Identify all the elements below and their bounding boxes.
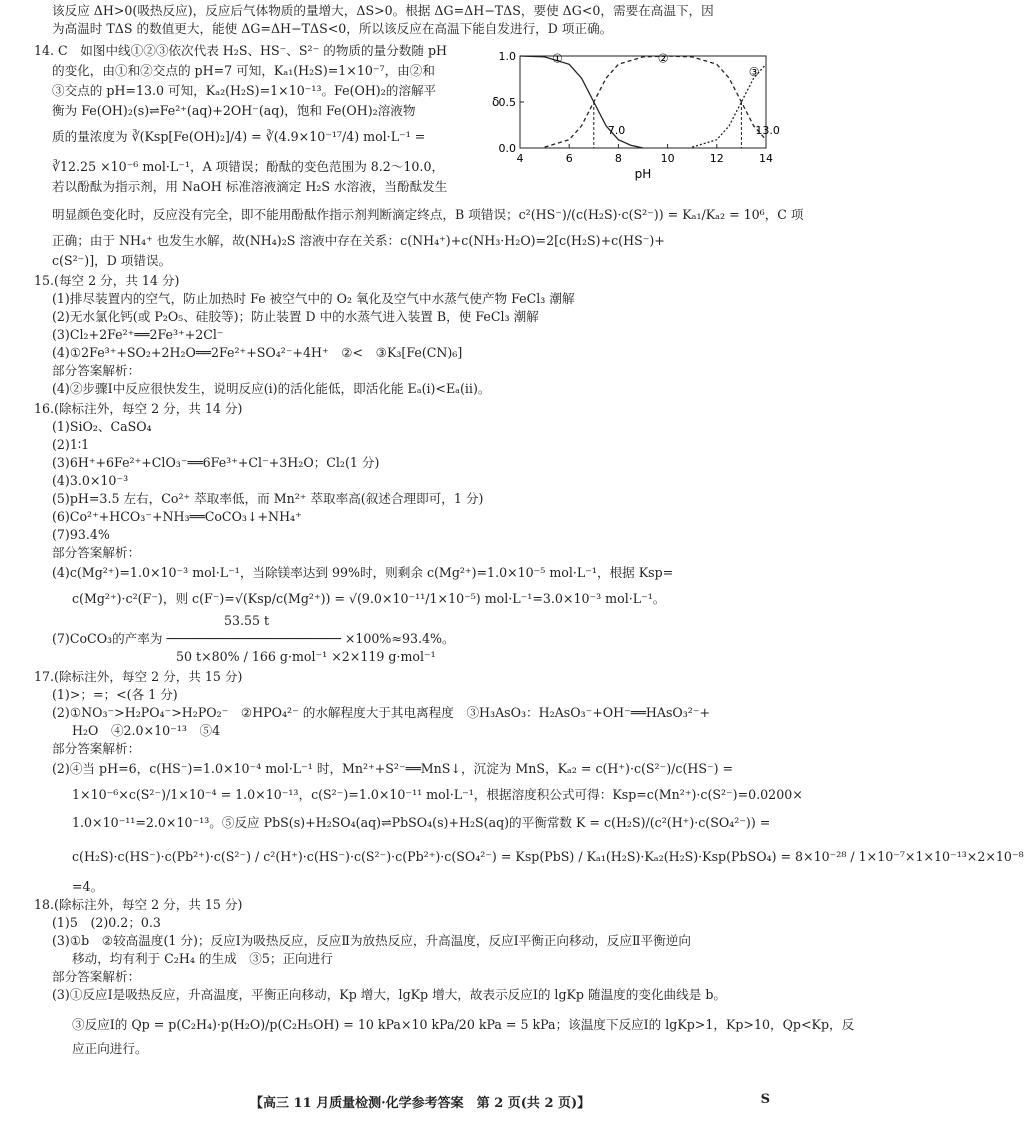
x-tick-label: 6 <box>565 152 573 165</box>
marker-label: 7.0 <box>607 124 626 137</box>
marker-label: 13.0 <box>755 124 780 137</box>
series-line <box>545 56 766 147</box>
text-line: (1)5 (2)0.2；0.3 <box>52 915 161 930</box>
text-line: 衡为 Fe(OH)₂(s)⇌Fe²⁺(aq)+2OH⁻(aq)，饱和 Fe(OH)₂溶液物 <box>52 103 416 118</box>
text-line: (3)①b ②较高温度(1 分)；反应Ⅰ为吸热反应，反应Ⅱ为放热反应，升高温度，反应Ⅰ平衡正向移动，反应Ⅱ平衡逆向 <box>52 933 691 948</box>
plot-frame <box>520 56 766 148</box>
y-tick-label: 0.5 <box>498 96 516 109</box>
text-line: (4)c(Mg²⁺)=1.0×10⁻³ mol·L⁻¹，当除镁率达到 99%时，则剩余 c(Mg²⁺)=1.0×10⁻⁵ mol·L⁻¹，根据 Ksp= <box>52 565 674 580</box>
text-line: 应正向进行。 <box>72 1041 148 1056</box>
text-line: 若以酚酞为指示剂，用 NaOH 标准溶液滴定 H₂S 水溶液，当酚酞发生 <box>52 179 448 194</box>
text-line: (6)Co²⁺+HCO₃⁻+NH₃══CoCO₃↓+NH₄⁺ <box>52 509 302 524</box>
y-tick-label: 1.0 <box>498 50 516 63</box>
text-line: (4)②步骤Ⅰ中反应很快发生，说明反应(ⅰ)的活化能低，即活化能 Eₐ(ⅰ)<Eₐ(ⅱ)。 <box>52 381 491 396</box>
text-line: (5)pH=3.5 左右，Co²⁺ 萃取率低，而 Mn²⁺ 萃取率高(叙述合理即可，1 分) <box>52 491 484 506</box>
x-tick-label: 8 <box>614 152 622 165</box>
distribution-chart <box>486 44 786 194</box>
text-line: (7)93.4% <box>52 527 110 542</box>
text-line: (3)Cl₂+2Fe²⁺══2Fe³⁺+2Cl⁻ <box>52 327 224 342</box>
text-line: ③反应Ⅰ的 Qp = p(C₂H₄)·p(H₂O)/p(C₂H₅OH) = 10 kPa×10 kPa/20 kPa = 5 kPa；该温度下反应Ⅰ的 lgKp>1，Kp>10，Qp<Kp，反 <box>72 1017 855 1032</box>
text-line: 53.55 t <box>224 613 270 628</box>
text-line: ∛12.25 ×10⁻⁶ mol·L⁻¹，A 项错误；酚酞的变色范围为 8.2～10.0， <box>52 159 445 174</box>
text-line: (2)无水氯化钙(或 P₂O₅、硅胶等)；防止装置 D 中的水蒸气进入装置 B，使 FeCl₃ 潮解 <box>52 309 539 324</box>
text-line: 该反应 ΔH>0(吸热反应)，反应后气体物质的量增大，ΔS>0。根据 ΔG=ΔH−TΔS，要使 ΔG<0，需要在高温下，因 <box>52 3 714 18</box>
y-axis-label: δ <box>492 95 500 109</box>
text-line: =4。 <box>72 879 104 894</box>
series-label: ① <box>551 51 563 66</box>
text-line: (1)SiO₂、CaSO₄ <box>52 419 152 434</box>
text-line: 部分答案解析： <box>52 545 141 560</box>
text-line: 50 t×80% / 166 g·mol⁻¹ ×2×119 g·mol⁻¹ <box>176 649 436 664</box>
text-line: 为高温时 TΔS 的数值更大，能使 ΔG=ΔH−TΔS<0，所以该反应在高温下能自发进行，D 项正确。 <box>52 21 613 36</box>
footer-code: S <box>760 1092 770 1107</box>
text-line: 正确；由于 NH₄⁺ 也发生水解，故(NH₄)₂S 溶液中存在关系：c(NH₄⁺)+c(NH₃·H₂O)=2[c(H₂S)+c(HS⁻)+ <box>52 233 665 248</box>
series-label: ③ <box>748 65 760 80</box>
text-line: 部分答案解析： <box>52 741 141 756</box>
text-line: 的变化，由①和②交点的 pH=7 可知，Kₐ₁(H₂S)=1×10⁻⁷，由②和 <box>52 63 435 78</box>
text-line: 部分答案解析： <box>52 969 141 984</box>
section-heading: 17.(除标注外，每空 2 分，共 15 分) <box>34 669 243 684</box>
text-line: (2)④当 pH=6，c(HS⁻)=1.0×10⁻⁴ mol·L⁻¹ 时，Mn²⁺+S²⁻══MnS↓，沉淀为 MnS，Kₐ₂ = c(H⁺)·c(S²⁻)/c(HS⁻) = <box>52 761 734 776</box>
text-line: c(S²⁻)]，D 项错误。 <box>52 253 172 268</box>
text-line: H₂O ④2.0×10⁻¹³ ⑤4 <box>72 723 221 738</box>
text-line: 1×10⁻⁶×c(S²⁻)/1×10⁻⁴ = 1.0×10⁻¹³，c(S²⁻)=1.0×10⁻¹¹ mol·L⁻¹，根据溶度积公式可得：Ksp=c(Mn²⁺)·c(S²⁻)=0.0200× <box>72 787 803 802</box>
text-line: (7)CoCO₃的产率为 ─────────────────────── ×100%≈93.4%。 <box>52 631 455 646</box>
text-line: (4)①2Fe³⁺+SO₂+2H₂O══2Fe²⁺+SO₄²⁻+4H⁺ ②< ③K₃[Fe(CN)₆] <box>52 345 463 360</box>
text-line: 部分答案解析： <box>52 363 141 378</box>
text-line: (1)>；=；<(各 1 分) <box>52 687 178 702</box>
text-line: (3)6H⁺+6Fe²⁺+ClO₃⁻══6Fe³⁺+Cl⁻+3H₂O；Cl₂(1 分) <box>52 455 380 470</box>
text-line: c(Mg²⁺)·c²(F⁻)，则 c(F⁻)=√(Ksp/c(Mg²⁺)) = √(9.0×10⁻¹¹/1×10⁻⁵) mol·L⁻¹=3.0×10⁻³ mol·L⁻¹。 <box>72 591 666 606</box>
section-heading: 16.(除标注外，每空 2 分，共 14 分) <box>34 401 243 416</box>
text-line: (4)3.0×10⁻³ <box>52 473 129 488</box>
text-line: c(H₂S)·c(HS⁻)·c(Pb²⁺)·c(S²⁻) / c²(H⁺)·c(HS⁻)·c(S²⁻)·c(Pb²⁺)·c(SO₄²⁻) = Ksp(PbS) / Kₐ₁(H₂S)·Kₐ₂(H₂S)·Ksp(PbSO₄) = 8×10⁻²⁸ / 1×10⁻⁷×1×10⁻¹³×2×10⁻⁸ <box>72 849 1024 864</box>
section-heading: 18.(除标注外，每空 2 分，共 15 分) <box>34 897 243 912</box>
x-axis-label: pH <box>634 167 652 181</box>
text-line: 1.0×10⁻¹¹=2.0×10⁻¹³。⑤反应 PbS(s)+H₂SO₄(aq)⇌PbSO₄(s)+H₂S(aq)的平衡常数 K = c(H₂S)/(c²(H⁺)·c(SO₄²⁻)) = <box>72 815 771 830</box>
series-label: ② <box>657 51 669 66</box>
text-line: 明显颜色变化时，反应没有完全，即不能用酚酞作指示剂判断滴定终点，B 项错误；c²(HS⁻)/(c(H₂S)·c(S²⁻)) = Kₐ₁/Kₐ₂ = 10⁶，C 项 <box>52 207 804 222</box>
footer-title: 【高三 11 月质量检测·化学参考答案 第 2 页(共 2 页)】 <box>250 1096 591 1111</box>
text-line: (2)①NO₃⁻>H₂PO₄⁻>H₂PO₂⁻ ②HPO₄²⁻ 的水解程度大于其电离程度 ③H₃AsO₃：H₂AsO₃⁻+OH⁻══HAsO₃²⁻+ <box>52 705 711 720</box>
text-line: 质的量浓度为 ∛(Ksp[Fe(OH)₂]/4) = ∛(4.9×10⁻¹⁷/4) mol·L⁻¹ = <box>52 129 426 144</box>
text-line: 14. C 如图中线①②③依次代表 H₂S、HS⁻、S²⁻ 的物质的量分数随 pH <box>34 43 448 58</box>
text-line: (1)排尽装置内的空气，防止加热时 Fe 被空气中的 O₂ 氧化及空气中水蒸气使产物 FeCl₃ 潮解 <box>52 291 575 306</box>
section-heading: 15.(每空 2 分，共 14 分) <box>34 273 180 288</box>
x-tick-label: 10 <box>660 152 675 165</box>
x-tick-label: 4 <box>516 152 524 165</box>
x-tick-label: 14 <box>759 152 773 165</box>
y-tick-label: 0.0 <box>498 142 516 155</box>
x-tick-label: 12 <box>709 152 724 165</box>
text-line: 移动，均有利于 C₂H₄ 的生成 ③5；正向进行 <box>72 951 333 966</box>
text-line: (2)1∶1 <box>52 437 90 452</box>
text-line: ③交点的 pH=13.0 可知，Kₐ₂(H₂S)=1×10⁻¹³。Fe(OH)₂的溶解平 <box>52 83 437 98</box>
text-line: (3)①反应Ⅰ是吸热反应，升高温度，平衡正向移动，Kp 增大，lgKp 增大，故表示反应Ⅰ的 lgKp 随温度的变化曲线是 b。 <box>52 987 726 1002</box>
